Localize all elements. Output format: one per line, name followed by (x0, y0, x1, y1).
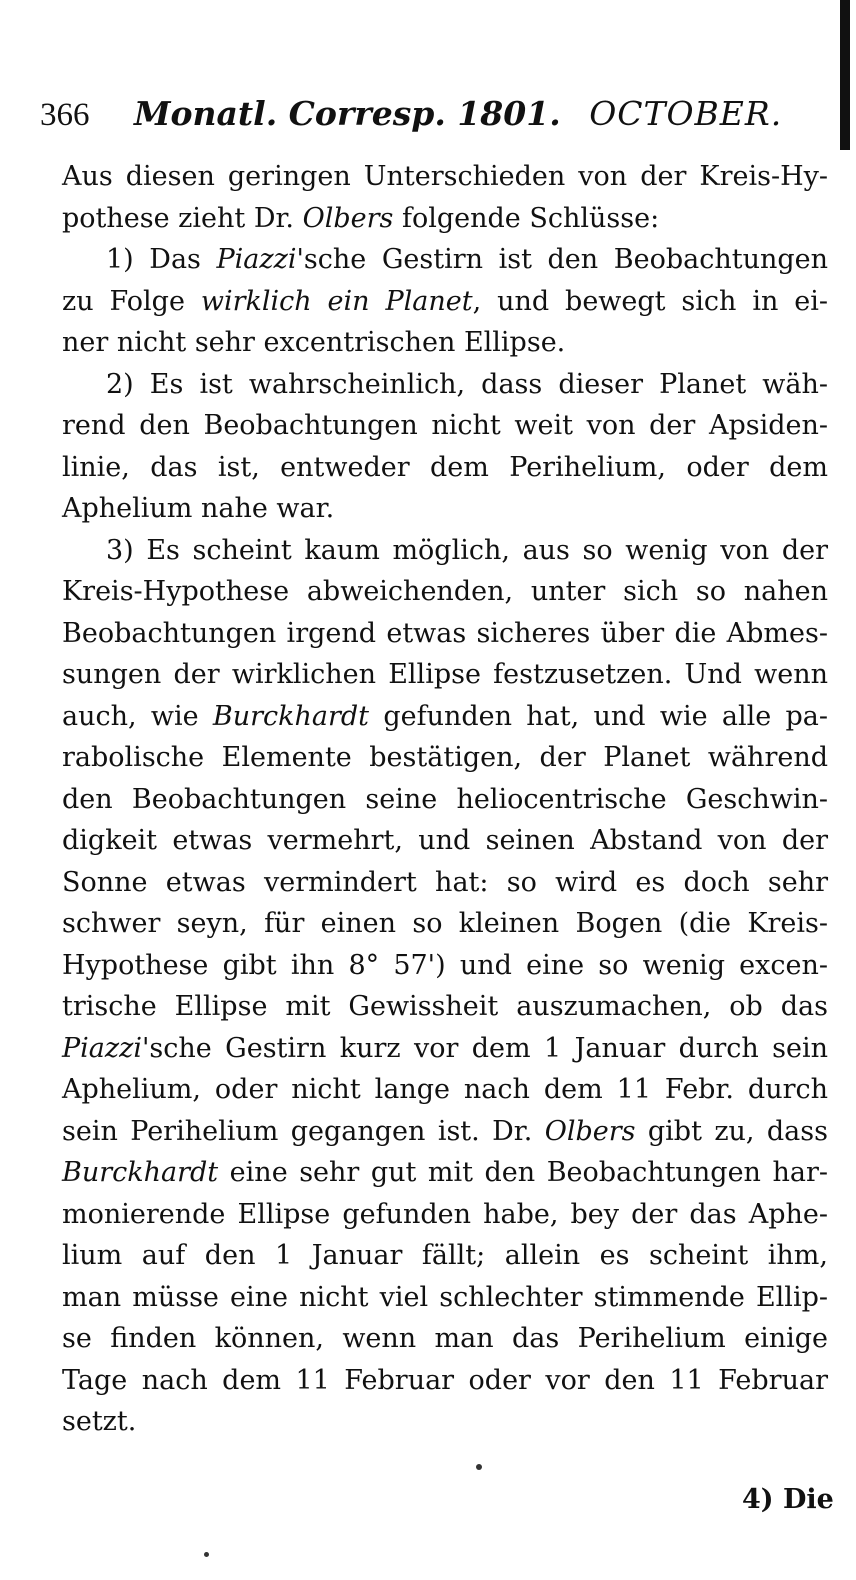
scan-speck (204, 1552, 209, 1557)
text-line: Piazzi'sche Gestirn kurz vor dem 1 Januar durch sein (62, 1032, 828, 1064)
text-line: pothese zieht Dr. Olbers folgende Schlüsse: (62, 202, 660, 234)
page-number: 366 (40, 97, 90, 133)
text-line: ner nicht sehr excentrischen Ellipse. (62, 327, 566, 358)
text-line: 2) Es ist wahrscheinlich, dass dieser Planet wäh- (106, 368, 828, 400)
page-edge-shadow (840, 0, 850, 150)
text-line: Aus diesen geringen Unterschieden von der Kreis-Hy- (62, 161, 828, 192)
text-line: man müsse eine nicht viel schlechter stimmende Ellip- (62, 1281, 828, 1313)
text-line: Aphelium nahe war. (62, 493, 335, 524)
text-line: Burckhardt eine sehr gut mit den Beobachtungen har- (62, 1157, 828, 1188)
text-line: monierende Ellipse gefunden habe, bey der das Aphe- (62, 1198, 828, 1230)
text-line: den Beobachtungen seine heliocentrische Geschwin- (62, 783, 828, 815)
text-line: trische Ellipse mit Gewissheit auszumachen, ob das (62, 991, 828, 1022)
text-line: rabolische Elemente bestätigen, der Planet während (62, 742, 828, 773)
text-line: setzt. (62, 1406, 137, 1437)
journal-title: Monatl. Corresp. 1801. (134, 94, 561, 133)
text-line: Sonne etwas vermindert hat: so wird es doch sehr (62, 866, 828, 898)
text-line: Kreis-Hypothese abweichenden, unter sich so nahen (62, 576, 828, 607)
catchword: 4) Die (742, 1484, 834, 1515)
text-line: lium auf den 1 Januar fällt; allein es scheint ihm, (62, 1240, 828, 1271)
text-line: sein Perihelium gegangen ist. Dr. Olbers gibt zu, dass (62, 1115, 828, 1147)
text-line: 3) Es scheint kaum möglich, aus so wenig von der (106, 534, 828, 566)
text-line: digkeit etwas vermehrt, und seinen Abstand von der (62, 825, 828, 856)
text-line: Hypothese gibt ihn 8° 57') und eine so wenig excen- (62, 949, 828, 981)
text-line: sungen der wirklichen Ellipse festzusetzen. Und wenn (62, 659, 828, 690)
text-line: Aphelium, oder nicht lange nach dem 11 Febr. durch (62, 1074, 828, 1105)
text-line: zu Folge wirklich ein Planet, und bewegt sich in ei- (62, 285, 828, 317)
text-line: Tage nach dem 11 Februar oder vor den 11 Februar (62, 1364, 828, 1396)
text-line: rend den Beobachtungen nicht weit von der Apsiden- (62, 410, 828, 441)
text-line: se finden können, wenn man das Perihelium einige (62, 1323, 828, 1354)
body-text (62, 156, 828, 1443)
text-line: 1) Das Piazzi'sche Gestirn ist den Beobachtungen (106, 244, 828, 275)
text-line: auch, wie Burckhardt gefunden hat, und wie alle pa- (62, 700, 828, 732)
text-line: schwer seyn, für einen so kleinen Bogen (die Kreis- (62, 908, 828, 939)
scan-speck (476, 1464, 482, 1470)
running-header (40, 88, 800, 140)
text-line: Beobachtungen irgend etwas sicheres über die Abmes- (62, 617, 828, 649)
month-label: OCTOBER. (589, 94, 783, 133)
text-line: linie, das ist, entweder dem Perihelium, oder dem (62, 451, 828, 483)
